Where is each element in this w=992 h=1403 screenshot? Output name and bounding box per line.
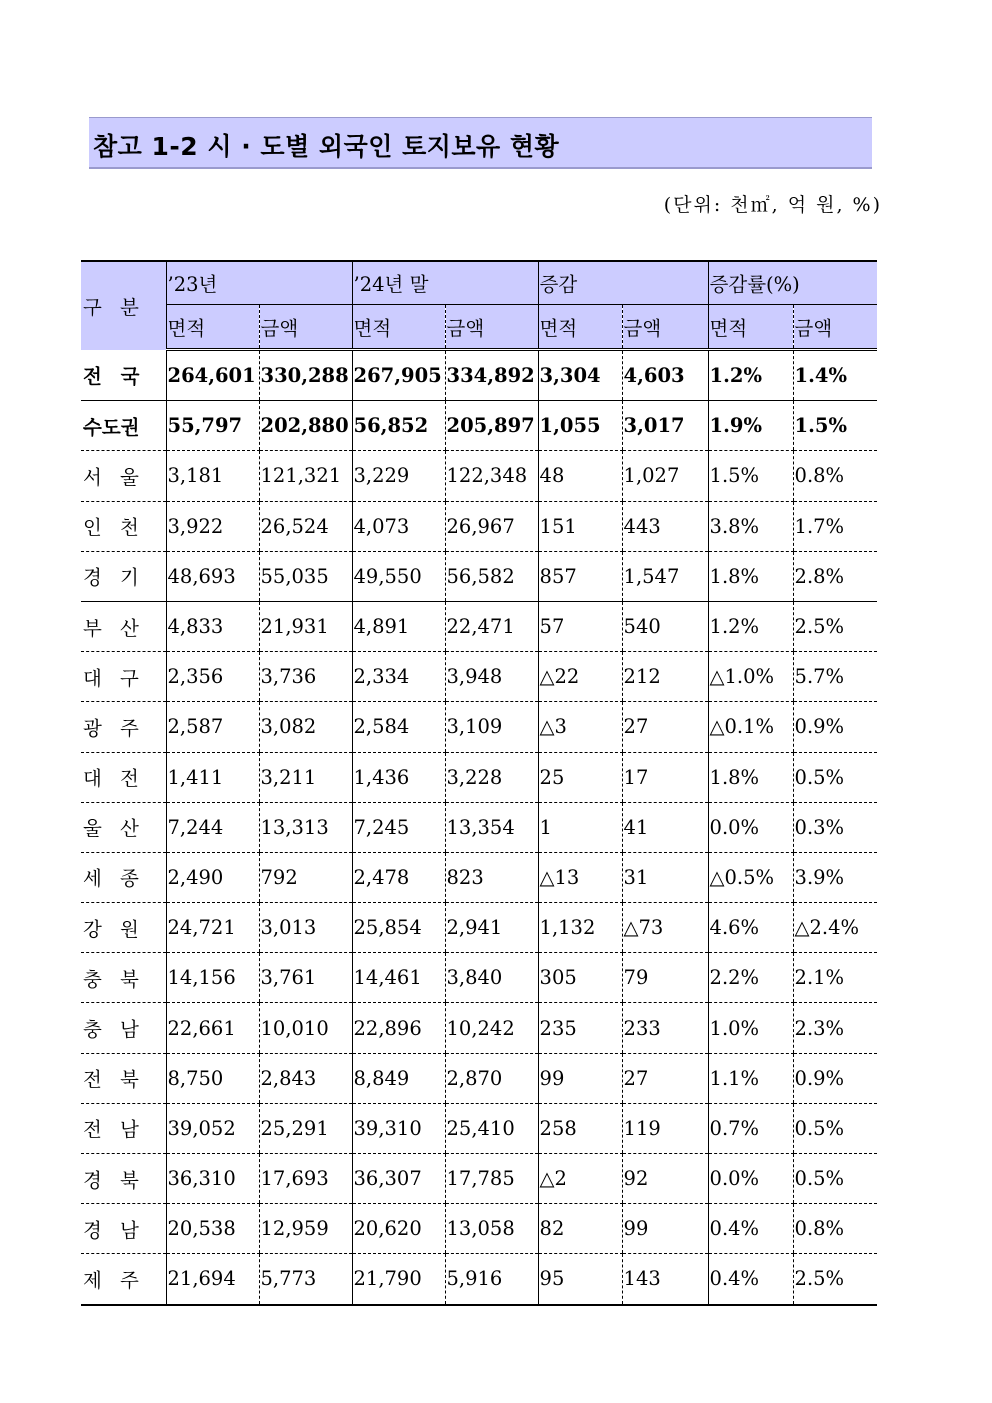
header-area-2023: 면적 <box>166 305 259 350</box>
cell-ra: 1.5% <box>708 451 793 501</box>
cell-a24: 56,852 <box>352 401 445 451</box>
cell-rm: 2.5% <box>793 1254 877 1305</box>
cell-da: 1,055 <box>538 401 622 451</box>
header-area-rate: 면적 <box>708 305 793 350</box>
cell-rm: 3.9% <box>793 852 877 902</box>
region-name: 제 주 <box>81 1254 166 1305</box>
cell-ra: 1.8% <box>708 551 793 601</box>
cell-a24: 1,436 <box>352 752 445 802</box>
cell-dm: 79 <box>622 953 708 1003</box>
region-name: 전 남 <box>81 1103 166 1153</box>
cell-m23: 3,013 <box>259 903 352 953</box>
cell-a23: 36,310 <box>166 1154 259 1204</box>
cell-m24: 122,348 <box>445 451 538 501</box>
cell-dm: 41 <box>622 802 708 852</box>
cell-ra: 3.8% <box>708 501 793 551</box>
cell-da: 95 <box>538 1254 622 1305</box>
cell-dm: 212 <box>622 652 708 702</box>
region-name: 전 북 <box>81 1053 166 1103</box>
cell-m24: 823 <box>445 852 538 902</box>
cell-rm: 0.5% <box>793 752 877 802</box>
region-name: 대 전 <box>81 752 166 802</box>
cell-ra: △1.0% <box>708 652 793 702</box>
table-row <box>81 953 877 1003</box>
cell-a23: 55,797 <box>166 401 259 451</box>
cell-a23: 39,052 <box>166 1103 259 1153</box>
table-row <box>81 802 877 852</box>
land-holdings-table <box>81 260 877 1306</box>
cell-m24: 334,892 <box>445 350 538 401</box>
table-row <box>81 1103 877 1153</box>
cell-ra: 0.4% <box>708 1254 793 1305</box>
cell-ra: 0.7% <box>708 1103 793 1153</box>
cell-a24: 2,478 <box>352 852 445 902</box>
cell-rm: 0.5% <box>793 1103 877 1153</box>
cell-rm: 1.4% <box>793 350 877 401</box>
cell-a24: 22,896 <box>352 1003 445 1053</box>
header-rate: 증감률(%) <box>708 261 877 305</box>
cell-m24: 56,582 <box>445 551 538 601</box>
cell-rm: 1.7% <box>793 501 877 551</box>
cell-m24: 10,242 <box>445 1003 538 1053</box>
region-name: 대 구 <box>81 652 166 702</box>
cell-da: 82 <box>538 1204 622 1254</box>
region-name: 경 기 <box>81 551 166 601</box>
cell-a24: 20,620 <box>352 1204 445 1254</box>
cell-a23: 21,694 <box>166 1254 259 1305</box>
table-row <box>81 1254 877 1305</box>
region-name: 울 산 <box>81 802 166 852</box>
cell-m24: 3,840 <box>445 953 538 1003</box>
cell-ra: 1.1% <box>708 1053 793 1103</box>
cell-da: 151 <box>538 501 622 551</box>
cell-da: △22 <box>538 652 622 702</box>
cell-ra: 1.9% <box>708 401 793 451</box>
cell-m23: 5,773 <box>259 1254 352 1305</box>
cell-m23: 17,693 <box>259 1154 352 1204</box>
region-name: 수도권 <box>81 401 166 451</box>
cell-m23: 12,959 <box>259 1204 352 1254</box>
table-row <box>81 1204 877 1254</box>
cell-m23: 792 <box>259 852 352 902</box>
title-banner <box>89 117 872 169</box>
cell-m23: 3,736 <box>259 652 352 702</box>
cell-m23: 55,035 <box>259 551 352 601</box>
cell-a23: 20,538 <box>166 1204 259 1254</box>
header-amount-rate: 금액 <box>793 305 877 350</box>
cell-m23: 121,321 <box>259 451 352 501</box>
cell-ra: △0.1% <box>708 702 793 752</box>
cell-da: 25 <box>538 752 622 802</box>
header-2024: ’24년 말 <box>352 261 538 305</box>
cell-da: 305 <box>538 953 622 1003</box>
cell-rm: 1.5% <box>793 401 877 451</box>
cell-m23: 3,761 <box>259 953 352 1003</box>
cell-a23: 48,693 <box>166 551 259 601</box>
table-row <box>81 652 877 702</box>
cell-rm: 5.7% <box>793 652 877 702</box>
cell-rm: △2.4% <box>793 903 877 953</box>
cell-m24: 25,410 <box>445 1103 538 1153</box>
cell-a23: 2,356 <box>166 652 259 702</box>
cell-da: 235 <box>538 1003 622 1053</box>
cell-a23: 2,490 <box>166 852 259 902</box>
region-name: 서 울 <box>81 451 166 501</box>
cell-ra: △0.5% <box>708 852 793 902</box>
cell-da: 99 <box>538 1053 622 1103</box>
table-row <box>81 451 877 501</box>
cell-a24: 39,310 <box>352 1103 445 1153</box>
cell-da: 48 <box>538 451 622 501</box>
cell-a24: 36,307 <box>352 1154 445 1204</box>
header-area-change: 면적 <box>538 305 622 350</box>
cell-m24: 3,228 <box>445 752 538 802</box>
page-title: 참고 1-2 시 · 도별 외국인 토지보유 현황 <box>93 132 560 161</box>
cell-a23: 24,721 <box>166 903 259 953</box>
cell-da: 857 <box>538 551 622 601</box>
cell-dm: 31 <box>622 852 708 902</box>
unit-note: (단위: 천㎡, 억 원, %) <box>663 194 882 216</box>
cell-a23: 22,661 <box>166 1003 259 1053</box>
cell-m23: 26,524 <box>259 501 352 551</box>
cell-a23: 7,244 <box>166 802 259 852</box>
cell-ra: 1.2% <box>708 601 793 651</box>
cell-dm: 119 <box>622 1103 708 1153</box>
cell-ra: 1.0% <box>708 1003 793 1053</box>
cell-a24: 25,854 <box>352 903 445 953</box>
cell-ra: 0.4% <box>708 1204 793 1254</box>
cell-da: 1 <box>538 802 622 852</box>
cell-dm: 443 <box>622 501 708 551</box>
cell-m24: 13,058 <box>445 1204 538 1254</box>
cell-m24: 3,109 <box>445 702 538 752</box>
header-row-sub <box>81 305 877 350</box>
cell-m24: 5,916 <box>445 1254 538 1305</box>
region-name: 부 산 <box>81 601 166 651</box>
cell-m23: 10,010 <box>259 1003 352 1053</box>
cell-m24: 26,967 <box>445 501 538 551</box>
cell-ra: 1.8% <box>708 752 793 802</box>
region-name: 충 북 <box>81 953 166 1003</box>
cell-dm: 143 <box>622 1254 708 1305</box>
cell-a23: 264,601 <box>166 350 259 401</box>
table-row <box>81 1154 877 1204</box>
cell-da: 1,132 <box>538 903 622 953</box>
table-body <box>81 350 877 1305</box>
cell-rm: 0.8% <box>793 1204 877 1254</box>
header-amount-2024: 금액 <box>445 305 538 350</box>
table-row <box>81 1053 877 1103</box>
cell-rm: 2.1% <box>793 953 877 1003</box>
table-row <box>81 350 877 401</box>
cell-a24: 3,229 <box>352 451 445 501</box>
cell-dm: 1,027 <box>622 451 708 501</box>
region-name: 충 남 <box>81 1003 166 1053</box>
cell-m24: 2,870 <box>445 1053 538 1103</box>
cell-dm: 99 <box>622 1204 708 1254</box>
cell-da: 3,304 <box>538 350 622 401</box>
cell-dm: 4,603 <box>622 350 708 401</box>
region-name: 강 원 <box>81 903 166 953</box>
table-row <box>81 401 877 451</box>
cell-ra: 2.2% <box>708 953 793 1003</box>
cell-a23: 14,156 <box>166 953 259 1003</box>
cell-ra: 0.0% <box>708 1154 793 1204</box>
cell-a24: 267,905 <box>352 350 445 401</box>
cell-m24: 13,354 <box>445 802 538 852</box>
cell-a24: 4,073 <box>352 501 445 551</box>
region-name: 경 북 <box>81 1154 166 1204</box>
cell-a24: 4,891 <box>352 601 445 651</box>
cell-ra: 1.2% <box>708 350 793 401</box>
cell-a24: 7,245 <box>352 802 445 852</box>
cell-da: 258 <box>538 1103 622 1153</box>
cell-da: △13 <box>538 852 622 902</box>
header-change: 증감 <box>538 261 708 305</box>
cell-a23: 4,833 <box>166 601 259 651</box>
cell-m23: 3,082 <box>259 702 352 752</box>
table-row <box>81 501 877 551</box>
cell-a23: 3,181 <box>166 451 259 501</box>
header-area-2024: 면적 <box>352 305 445 350</box>
cell-m23: 13,313 <box>259 802 352 852</box>
cell-dm: 92 <box>622 1154 708 1204</box>
cell-rm: 0.3% <box>793 802 877 852</box>
cell-da: △2 <box>538 1154 622 1204</box>
cell-rm: 2.5% <box>793 601 877 651</box>
cell-dm: 233 <box>622 1003 708 1053</box>
cell-a24: 2,334 <box>352 652 445 702</box>
cell-ra: 4.6% <box>708 903 793 953</box>
cell-m23: 25,291 <box>259 1103 352 1153</box>
region-name: 인 천 <box>81 501 166 551</box>
table-row <box>81 702 877 752</box>
region-name: 세 종 <box>81 852 166 902</box>
cell-a23: 8,750 <box>166 1053 259 1103</box>
header-amount-change: 금액 <box>622 305 708 350</box>
cell-dm: 540 <box>622 601 708 651</box>
region-name: 경 남 <box>81 1204 166 1254</box>
cell-rm: 0.9% <box>793 1053 877 1103</box>
cell-rm: 0.8% <box>793 451 877 501</box>
cell-rm: 0.9% <box>793 702 877 752</box>
cell-a23: 1,411 <box>166 752 259 802</box>
cell-a24: 49,550 <box>352 551 445 601</box>
cell-m24: 22,471 <box>445 601 538 651</box>
table-row <box>81 903 877 953</box>
cell-dm: 1,547 <box>622 551 708 601</box>
cell-rm: 0.5% <box>793 1154 877 1204</box>
cell-m23: 2,843 <box>259 1053 352 1103</box>
cell-m23: 21,931 <box>259 601 352 651</box>
table-row <box>81 852 877 902</box>
cell-dm: 27 <box>622 702 708 752</box>
cell-a23: 3,922 <box>166 501 259 551</box>
header-row-top <box>81 261 877 305</box>
cell-m24: 3,948 <box>445 652 538 702</box>
cell-a24: 14,461 <box>352 953 445 1003</box>
cell-m23: 3,211 <box>259 752 352 802</box>
cell-rm: 2.3% <box>793 1003 877 1053</box>
header-category: 구 분 <box>81 261 166 350</box>
cell-da: △3 <box>538 702 622 752</box>
cell-m24: 205,897 <box>445 401 538 451</box>
cell-dm: 27 <box>622 1053 708 1103</box>
cell-a24: 21,790 <box>352 1254 445 1305</box>
table-row <box>81 601 877 651</box>
cell-m24: 2,941 <box>445 903 538 953</box>
cell-a24: 8,849 <box>352 1053 445 1103</box>
region-name: 전 국 <box>81 350 166 401</box>
cell-m24: 17,785 <box>445 1154 538 1204</box>
region-name: 광 주 <box>81 702 166 752</box>
table-row <box>81 1003 877 1053</box>
cell-ra: 0.0% <box>708 802 793 852</box>
header-2023: ’23년 <box>166 261 352 305</box>
table-row <box>81 752 877 802</box>
cell-da: 57 <box>538 601 622 651</box>
cell-a24: 2,584 <box>352 702 445 752</box>
cell-a23: 2,587 <box>166 702 259 752</box>
cell-dm: 17 <box>622 752 708 802</box>
cell-m23: 330,288 <box>259 350 352 401</box>
header-amount-2023: 금액 <box>259 305 352 350</box>
cell-dm: △73 <box>622 903 708 953</box>
table-row <box>81 551 877 601</box>
cell-m23: 202,880 <box>259 401 352 451</box>
cell-rm: 2.8% <box>793 551 877 601</box>
cell-dm: 3,017 <box>622 401 708 451</box>
